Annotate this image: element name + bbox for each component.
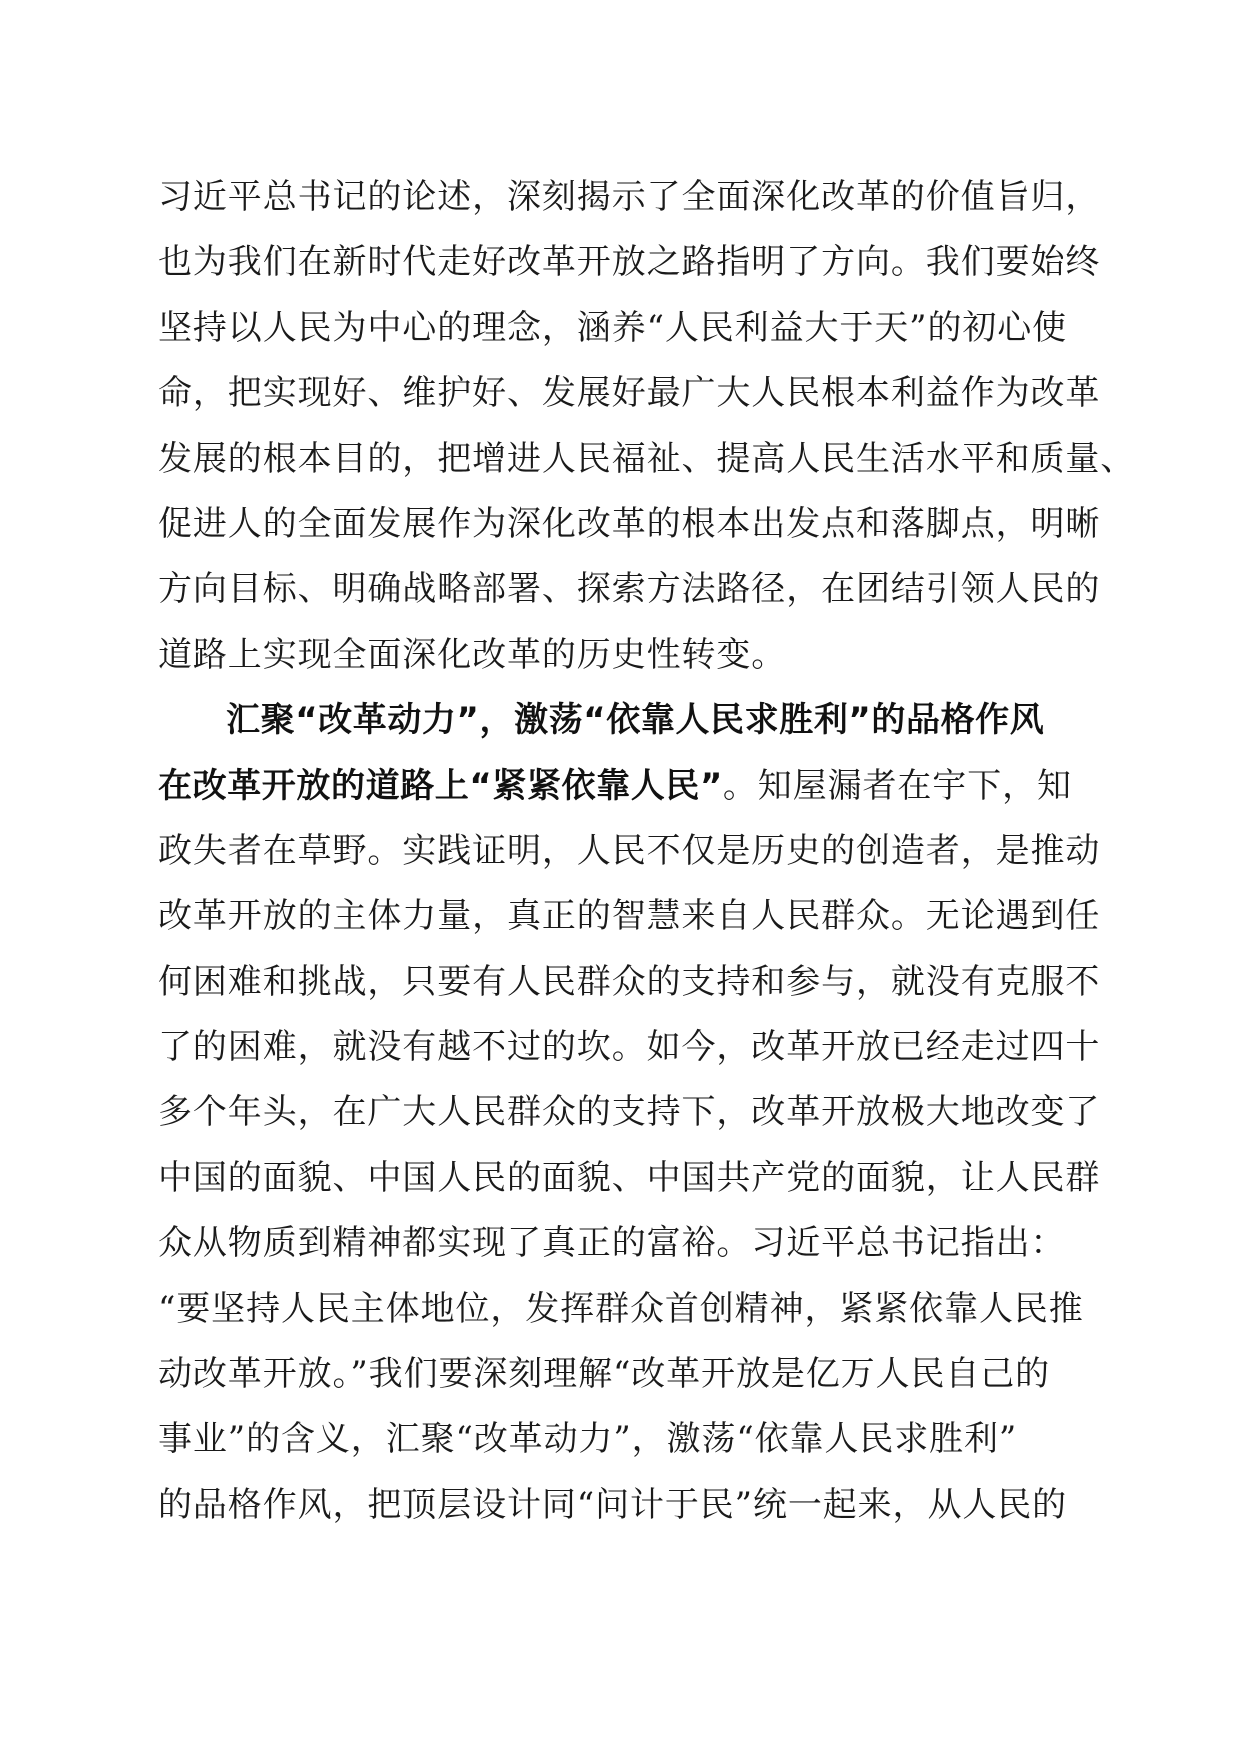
paragraph-line: 动改革开放。”我们要深刻理解“改革开放是亿万人民自己的: [158, 1354, 1051, 1395]
paragraph-line: 发展的根本目的，把增进人民福祉、提高人民生活水平和质量、: [158, 438, 1136, 479]
paragraph-line: 中国的面貌、中国人民的面貌、中国共产党的面貌，让人民群: [158, 1157, 1101, 1198]
section-heading: 汇聚“改革动力”，激荡“依靠人民求胜利”的品格作风: [226, 700, 1045, 741]
paragraph-line: 众从物质到精神都实现了真正的富裕。习近平总书记指出：: [158, 1223, 1066, 1264]
paragraph-text: 。知屋漏者在宇下，知: [722, 765, 1072, 806]
paragraph-line: 政失者在草野。实践证明，人民不仅是历史的创造者，是推动: [158, 830, 1101, 871]
paragraph-line: 改革开放的主体力量，真正的智慧来自人民群众。无论遇到任: [158, 896, 1101, 937]
paragraph-line: 也为我们在新时代走好改革开放之路指明了方向。我们要始终: [158, 242, 1101, 283]
paragraph-line: 事业”的含义，汇聚“改革动力”，激荡“依靠人民求胜利”: [158, 1419, 1018, 1460]
paragraph-line: 命，把实现好、维护好、发展好最广大人民根本利益作为改革: [158, 373, 1101, 414]
paragraph-line: 何困难和挑战，只要有人民群众的支持和参与，就没有克服不: [158, 961, 1101, 1002]
paragraph-line: 坚持以人民为中心的理念，涵养“人民利益大于天”的初心使: [158, 307, 1068, 348]
paragraph-line: 多个年头，在广大人民群众的支持下，改革开放极大地改变了: [158, 1092, 1101, 1133]
paragraph-line: 的品格作风，把顶层设计同“问计于民”统一起来，从人民的: [158, 1484, 1068, 1525]
paragraph-line: 了的困难，就没有越不过的坎。如今，改革开放已经走过四十: [158, 1027, 1101, 1068]
heading-continuation-line: [158, 754, 1098, 819]
paragraph-line: 促进人的全面发展作为深化改革的根本出发点和落脚点，明晰: [158, 503, 1101, 544]
body-text: [158, 165, 1136, 1538]
paragraph-line: “要坚持人民主体地位，发挥群众首创精神，紧紧依靠人民推: [158, 1288, 1084, 1329]
paragraph-line: 道路上实现全面深化改革的历史性转变。: [158, 634, 787, 675]
paragraph-line: 方向目标、明确战略部署、探索方法路径，在团结引领人民的: [158, 569, 1101, 610]
section-heading-cont: 在改革开放的道路上“紧紧依靠人民”: [158, 765, 723, 806]
paragraph-line: 习近平总书记的论述，深刻揭示了全面深化改革的价值旨归，: [158, 177, 1101, 217]
